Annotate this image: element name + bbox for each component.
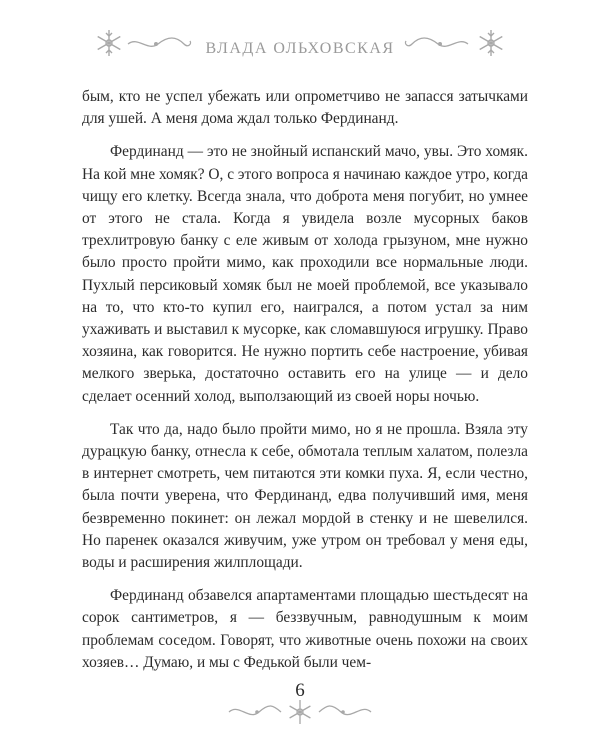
page-number: 6: [295, 680, 305, 701]
footer-ornament: [0, 677, 600, 737]
snowflake-icon: [94, 28, 124, 58]
bottom-flourish-ornament: [225, 697, 375, 727]
snowflake-icon: [476, 28, 506, 58]
paragraph: бым, кто не успел убежать или опрометчиво не запасся затычками для ушей. А меня дома ждал только Фердинанд.: [82, 88, 528, 128]
paragraph: Фердинанд — это не знойный испанский мачо, увы. Это хомяк. На кой мне хомяк? О, с этого вопроса я начинаю каждое утро, когда чищу его клетку. Всегда знала, что доброта меня погубит, но умнее от этого не стала. Когда я увидела возле мусорных баков трехлитровую банку с еле живым от холода грызуном, мне нужно было просто пройти мимо, как проходили все нормальные люди. Пухлый персиковый хомяк был не моей проблемой, все указывало на то, что кто-то купил его, наигрался, а потом устал за ним ухаживать и выставил к мусорке, как сломавшуюся игрушку. Право хозяина, как говорится. Не нужно портить себе настроение, убивая мелкого зверька, достаточно оставить его на улице — и дело сделает осенний холод, выползающий из своей норы ночью.: [82, 143, 528, 405]
paragraph: Фердинанд обзавелся апартаментами площадью шестьдесят на сорок сантиметров, я — беззвучным, равнодушным к моим проблемам соседом. Говорят, что животные очень похожи на своих хозяев… Думаю, и мы с Федькой были чем-: [82, 587, 528, 671]
right-flourish-ornament: [402, 34, 470, 54]
body-text: [82, 86, 528, 685]
author-name: ВЛАДА ОЛЬХОВСКАЯ: [205, 40, 395, 57]
left-flourish-ornament: [126, 34, 194, 54]
paragraph: Так что да, надо было пройти мимо, но я не прошла. Взяла эту дурацкую банку, отнесла к себе, обмотала теплым халатом, полезла в интернет смотреть, чем питаются эти комки пуха. Я, если честно, была почти уверена, что Фердинанд, едва получивший имя, меня безвременно покинет: он лежал мордой в стенку и не шевелился. Но паренек оказался живучим, уже утром он требовал у меня еды, воды и расширения жилплощади.: [82, 420, 528, 572]
